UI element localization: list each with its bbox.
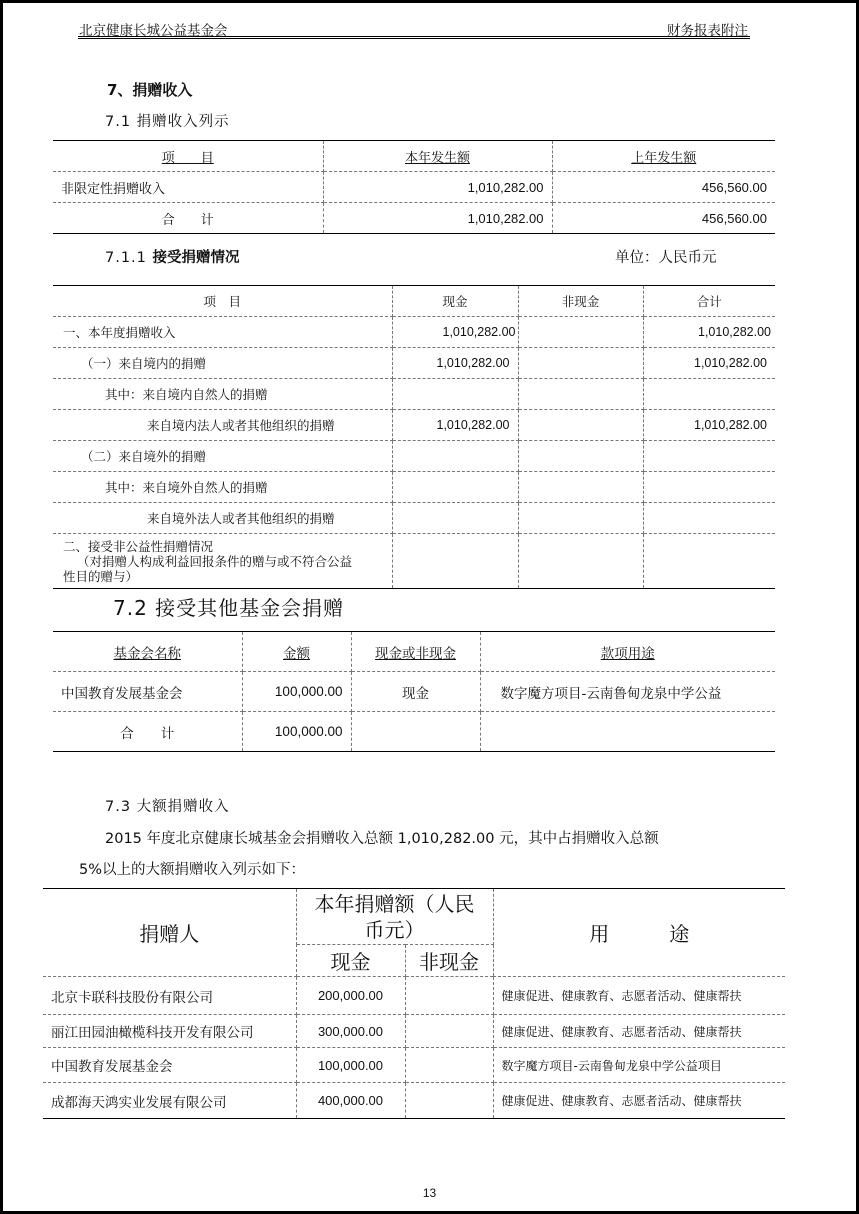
table-cell: 健康促进、健康教育、志愿者活动、健康帮扶 [493,977,785,1015]
table-cell: 100,000.00 [242,712,351,752]
table-cell: 非限定性捐赠收入 [53,172,323,203]
table-total-row [53,712,775,752]
table-cell: 1,010,282.00 [323,172,552,203]
table-row [53,410,775,441]
table-cell: 100,000.00 [296,1048,405,1083]
table-header-cell [296,889,493,945]
table-row [53,503,775,534]
paragraph-line: 5%以上的大额捐赠收入列示如下： [79,862,306,878]
table-cell [518,441,643,472]
table-header-cell: 基金会名称 [53,632,242,672]
table-cell [392,503,518,534]
table-header-row [43,889,785,945]
table-cell: 现金 [351,672,480,712]
table-cell: 成都海天鸿实业发展有限公司 [43,1083,296,1119]
header-line: 本年捐赠额（人民 [314,891,475,916]
table-cell [518,472,643,503]
table-row [43,1083,785,1119]
table-row [53,172,775,203]
table-row [53,379,775,410]
table-cell [643,472,775,503]
table-row [43,1048,785,1083]
cell-line: 二、接受非公益性捐赠情况 [63,538,214,554]
table-cell: 来自境内法人或者其他组织的捐赠 [53,410,392,441]
paragraph-line: 2015 年度北京健康长城基金会捐赠收入总额 1,010,282.00 元，其中占捐赠收入总额 [105,831,659,847]
table-cell: 合 计 [53,203,323,234]
subsection-7-1-1-title [105,246,240,267]
cell-line: （对捐赠人构成利益回报条件的赠与或不符合公益 [77,553,353,569]
table-cell [405,1083,493,1119]
table-cell: 数字魔方项目-云南鲁甸龙泉中学公益项目 [493,1048,785,1083]
foundation-donations-table [53,631,775,752]
table-header-cell: 非现金 [405,945,493,977]
table-cell: 1,010,282.00 [392,348,518,379]
page-number: 13 [422,1186,437,1200]
table-cell: 健康促进、健康教育、志愿者活动、健康帮扶 [501,1094,742,1108]
table-cell: 456,560.00 [701,210,767,226]
table-cell [392,534,518,589]
table-cell [643,534,775,589]
table-cell [643,441,775,472]
table-header-cell: 非现金 [518,286,643,317]
table-header-cell: 金额 [242,632,351,672]
header-line: 币元） [364,917,425,942]
section-title: 7、捐赠收入 [107,81,193,99]
table-cell: 1,010,282.00 [392,317,518,348]
table-cell: 456,560.00 [552,172,775,203]
table-cell: 数字魔方项目-云南鲁甸龙泉中学公益 [480,672,775,712]
table-row [53,672,775,712]
table-header-cell: 上年发生额 [552,141,775,172]
table-cell: 中国教育发展基金会 [53,672,242,712]
table-cell [643,503,775,534]
table-cell: 1,010,282.00 [643,317,775,348]
table-cell: 一、本年度捐赠收入 [53,317,392,348]
table-cell [351,712,480,752]
table-cell: 1,010,282.00 [323,203,552,234]
subsection-7-1-title: 7.1 捐赠收入列示 [105,114,230,130]
table-cell [392,472,518,503]
table-header-row [53,632,775,672]
table-total-row [53,203,775,234]
table-row [53,441,775,472]
table-cell: 北京卡联科技股份有限公司 [43,977,296,1015]
table-cell: 来自境外法人或者其他组织的捐赠 [53,503,392,534]
cell-line: 性目的赠与） [63,568,139,584]
unit-label: 单位：人民币元 [615,250,717,266]
table-cell: 1,010,282.00 [643,410,775,441]
table-cell: 1,010,282.00 [392,410,518,441]
table-cell [405,977,493,1015]
table-cell: 健康促进、健康教育、志愿者活动、健康帮扶 [493,1015,785,1048]
subsection-number: 7.1.1 [105,250,147,266]
table-header-cell: 合计 [643,286,775,317]
table-header-row [53,141,775,172]
table-row [43,977,785,1015]
table-cell [518,503,643,534]
table-header-cell: 项 目 [53,141,323,172]
table-cell: （二）来自境外的捐赠 [53,441,392,472]
table-cell: 100,000.00 [242,672,351,712]
table-row [43,1015,785,1048]
header-rule [78,36,750,39]
table-cell: 其中：来自境内自然人的捐赠 [53,379,392,410]
table-cell [643,379,775,410]
table-cell [518,534,643,589]
table-header-row [53,286,775,317]
large-donations-table [43,888,785,1119]
table-row [53,534,775,589]
table-cell [53,534,392,589]
table-cell [392,441,518,472]
table-cell [518,317,643,348]
table-cell [518,379,643,410]
table-header-cell: 现金 [296,945,405,977]
table-cell: 丽江田园油橄榄科技开发有限公司 [43,1015,296,1048]
table-cell: 400,000.00 [296,1083,405,1119]
table-header-cell: 项 目 [53,286,392,317]
table-header-cell: 款项用途 [480,632,775,672]
table-cell: 合 计 [53,712,242,752]
table-cell: 其中：来自境外自然人的捐赠 [53,472,392,503]
table-cell: （一）来自境内的捐赠 [53,348,392,379]
table-cell [518,410,643,441]
subsection-heading: 接受捐赠情况 [152,250,240,266]
table-header-cell: 现金 [392,286,518,317]
table-cell: 中国教育发展基金会 [43,1048,296,1083]
donation-details-table [53,285,775,589]
table-cell [405,1048,493,1083]
table-cell: 300,000.00 [296,1015,405,1048]
header-org: 北京健康长城公益基金会 [79,23,228,39]
table-header-cell: 用 途 [493,889,785,977]
table-cell [392,379,518,410]
table-cell [405,1015,493,1048]
table-row [53,348,775,379]
table-cell: 1,010,282.00 [643,348,775,379]
table-cell [480,712,775,752]
donation-income-table [53,140,775,234]
table-cell: 200,000.00 [296,977,405,1015]
table-row [53,472,775,503]
header-doc-type: 财务报表附注 [667,23,748,39]
subsection-7-3-title: 7.3 大额捐赠收入 [105,799,230,815]
table-row [53,317,775,348]
table-cell [518,348,643,379]
table-header-cell: 捐赠人 [43,889,296,977]
table-header-cell: 现金或非现金 [351,632,480,672]
subsection-7-2-title: 7.2 接受其他基金会捐赠 [113,596,345,620]
table-header-cell: 本年发生额 [323,141,552,172]
